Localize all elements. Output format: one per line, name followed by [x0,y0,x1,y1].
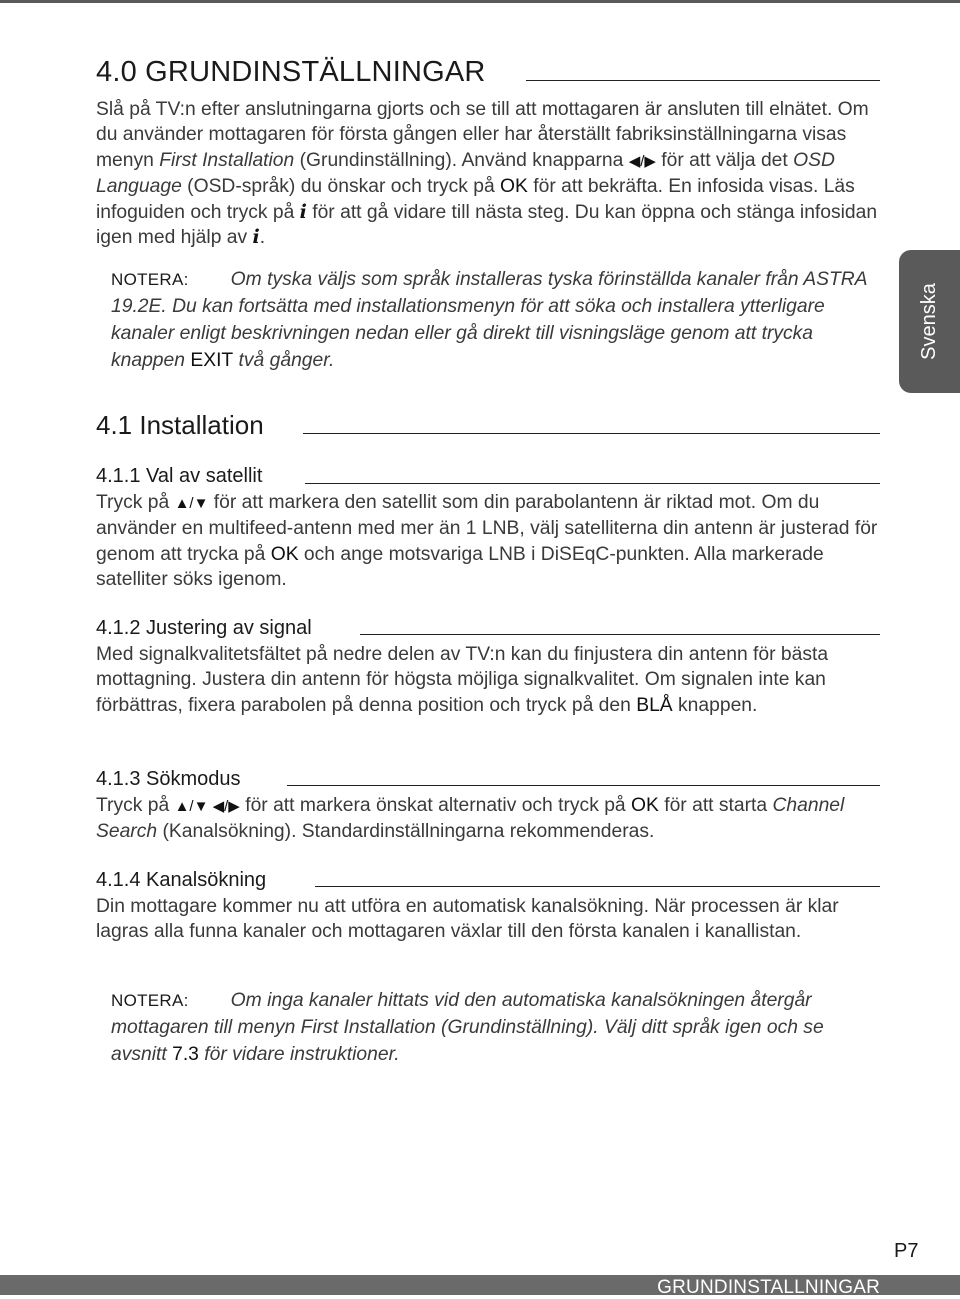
note-text: Om tyska väljs som språk installeras tyska förinställda kanaler från ASTRA 19.2E. Du kan fortsätta med installationsmenyn för att söka och installera ytterligare kanaler enligt beskrivningen nedan eller gå direkt till visningsläge genom att trycka knappen EXIT två gånger. [111,269,867,371]
subsection-text-search-mode: Tryck på ▲/▼ ◀/▶ för att markera önskat alternativ och tryck på OK för att starta Channel Search (Kanalsökning). Standardinställningarna rekommenderas. [96,795,845,843]
button-name: OK [500,176,528,198]
note-label: NOTERA: [111,991,189,1010]
top-rule [0,0,960,3]
button-name: BLÅ [636,694,673,716]
page-number: P7 [894,1240,919,1262]
subsection-text-satellite: Tryck på ▲/▼ för att markera den satellit som din parabolantenn är riktad mot. Om du använder en multifeed-antenn med mer än 1 LNB, välj satelliterna din antenn är justerad för genom att trycka på OK och ange motsvariga LNB i DiSEqC-punkten. Alla markerade satelliter söks igenom. [96,492,878,591]
installation-title-rule [303,433,880,434]
subsection-title-channel-search: 4.1.4 Kanalsökning [96,869,267,891]
arrow-keys-icon: ▲/▼ ◀/▶ [174,798,240,815]
subsection-title-satellite: 4.1.1 Val av satellit [96,465,263,487]
subsection-title-signal: 4.1.2 Justering av signal [96,617,312,639]
subsection-rule-search-mode [287,785,880,786]
channel-search-note [111,987,881,1068]
button-name: 7.3 [172,1044,199,1065]
arrow-keys-icon: ▲/▼ [174,495,209,512]
info-button-icon: i [252,226,260,249]
subsection-text-channel-search: Din mottagare kommer nu att utföra en automatisk kanalsökning. När processen är klar lagras alla funna kanaler och mottagaren växlar till den första kanalen i kanallistan. [96,896,839,943]
emphasis-text: OSD Language [96,149,835,198]
section-title: 4.0 GRUNDINSTÄLLNINGAR [96,56,486,88]
arrow-keys-icon: ◀/▶ [628,152,656,170]
button-name: EXIT [190,350,234,371]
info-button-icon: i [299,200,307,223]
side-tab-label: Svenska [918,283,940,360]
note-box [111,266,881,374]
emphasis-text: First Installation [159,149,295,171]
footer-chapter-label: GRUNDINSTALLNINGAR [657,1277,880,1298]
button-name: OK [631,795,659,816]
language-side-tab [899,250,960,393]
subsection-title-search-mode: 4.1.3 Sökmodus [96,768,241,790]
note-label: NOTERA: [111,270,189,289]
subsection-text-signal: Med signalkvalitetsfältet på nedre delen av TV:n kan du finjustera din antenn för bästa mottagning. Justera din antenn för högsta möjliga signalkvalitet. Om signalen inte kan förbättras, fixera parabolen på denna position och tryck på den BLÅ knappen. [96,644,829,716]
emphasis-text: Channel Search [96,795,845,843]
section-title-rule [526,80,880,81]
subsection-rule-satellite [305,483,880,484]
subsection-rule-signal [360,634,880,635]
button-name: OK [270,543,299,565]
intro-paragraph: Slå på TV:n efter anslutningarna gjorts och se till att mottagaren är ansluten till elnätet. Om du använder mottagaren för första gången eller har återställt fabriksinställningarna visas menyn First Installation (Grundinställning). Använd knapparna ◀/▶ för att välja det OSD Language (OSD-språk) du önskar och tryck på OK för att bekräfta. En infosida visas. Läs infoguiden och tryck på i för att gå vidare till nästa steg. Du kan öppna och stänga infosidan igen med hjälp av i. [96,99,878,249]
note-text: Om inga kanaler hittats vid den automatiska kanalsökningen återgår mottagaren till menyn First Installation (Grundinställning). Välj ditt språk igen och se avsnitt 7.3 för vidare instruktioner. [111,990,824,1065]
installation-title: 4.1 Installation [96,410,264,440]
subsection-rule-channel-search [315,886,880,887]
